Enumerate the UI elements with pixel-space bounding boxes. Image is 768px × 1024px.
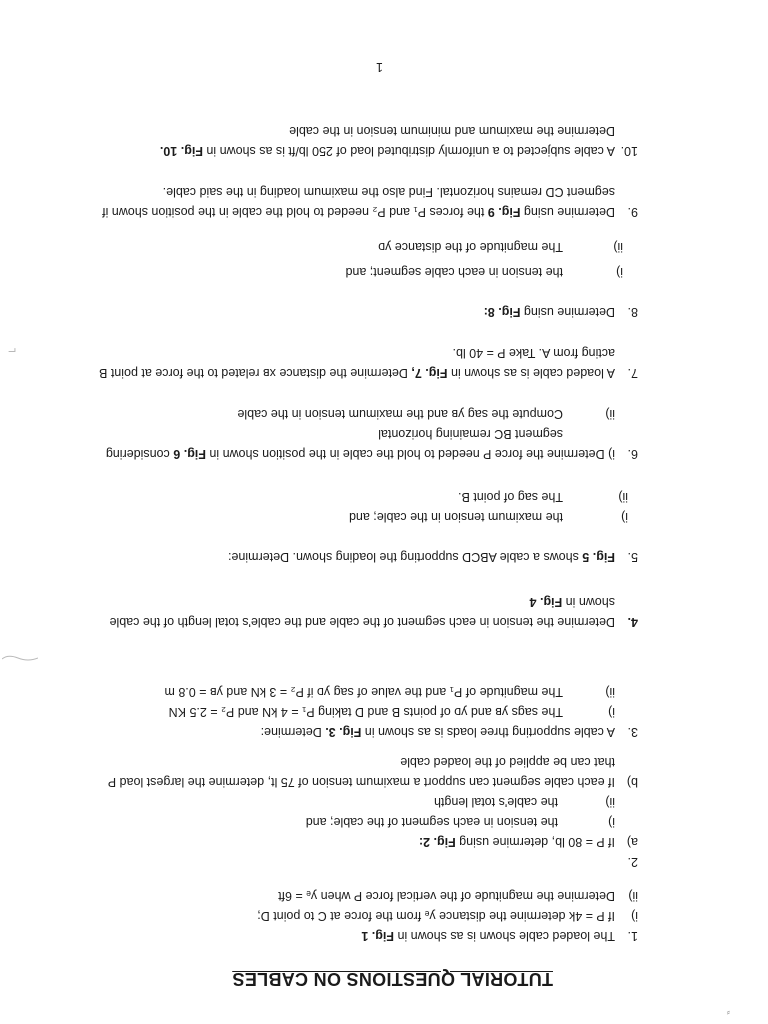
q4-number: 4.	[627, 615, 638, 629]
q7-number: 7.	[627, 366, 638, 380]
q9-line2: segment CD remains horizontal. Find also the maximum loading in the said cable.	[162, 185, 615, 199]
q6-line2: segment BC remaining horizontal	[378, 427, 563, 441]
q6-line1-end: considering	[105, 447, 174, 461]
q3-ii-text: The magnitude of P₁ and the value of sag yᴅ if P₂ = 3 kN and yʙ = 0.8 m	[164, 685, 563, 699]
q10-number: 10.	[620, 144, 638, 158]
q5-i-mark: i)	[621, 510, 628, 524]
q9-fig-ref: Fig. 9	[487, 205, 521, 219]
q2-ii-mark: ii)	[605, 795, 615, 809]
q10-line2: Determine the maximum and minimum tension in the cable	[289, 124, 615, 138]
q5-ii-text: The sag of point B.	[458, 490, 563, 504]
q2-i-mark: i)	[608, 815, 615, 829]
q2-fig-ref: Fig. 2:	[418, 835, 456, 849]
q3-stem	[261, 725, 615, 739]
scan-margin-mark: ⌐	[7, 344, 16, 360]
q2-b-mark: b)	[626, 775, 638, 789]
scan-smudge-mark	[2, 652, 38, 664]
page-number: 1	[376, 60, 383, 74]
q10-line1	[160, 144, 615, 158]
q6-ii-mark: ii)	[605, 407, 615, 421]
q1-i-mark: i)	[631, 909, 638, 923]
q8-i-mark: i)	[616, 265, 623, 279]
q4-line2-text: shown in	[562, 595, 615, 609]
q8-ii-text: The magnitude of the distance yᴅ	[378, 240, 563, 254]
q1-ii-mark: ii)	[628, 889, 638, 903]
q1-stem	[361, 929, 615, 943]
q8-number: 8.	[627, 305, 638, 319]
document-title: TUTORIAL QUESTIONS ON CABLES	[232, 969, 553, 989]
q6-number: 6.	[627, 447, 638, 461]
q1-i-text: If P = 4k determine the distance yₑ from the force at C to point D;	[257, 909, 615, 923]
scan-speck-mark: ⸗	[726, 1007, 730, 1018]
q4-line1: Determine the tension in each segment of the cable and the cable's total length of the cable	[109, 615, 615, 629]
q3-stem-text: A cable supporting three loads is as shown in	[361, 725, 615, 739]
q4-line2	[530, 595, 615, 609]
q10-line1-text: A cable subjected to a uniformly distributed load of 250 lb/ft is as shown in	[202, 144, 615, 158]
q5-i-text: the maximum tension in the cable; and	[348, 510, 563, 524]
q8-fig-ref: Fig. 8:	[483, 305, 521, 319]
q2-a-text	[419, 835, 615, 849]
q8-i-text: the tension in each cable segment; and	[345, 265, 563, 279]
q5-ii-mark: ii)	[618, 490, 628, 504]
q3-number: 3.	[627, 725, 638, 739]
q7-line1-end: Determine the distance xʙ related to the force at point B	[99, 366, 412, 380]
q8-stem	[484, 305, 615, 319]
q9-line1	[102, 205, 615, 219]
q10-fig-ref: Fig. 10.	[159, 144, 203, 158]
q2-b-line1: If each cable segment can support a maximum tension of 75 lt, determine the largest load P	[107, 775, 615, 789]
q6-fig-ref: Fig. 6	[173, 447, 206, 461]
q3-i-mark: i)	[608, 705, 615, 719]
q2-ii-text: the cable's total length	[434, 795, 558, 809]
q9-number: 9.	[627, 205, 638, 219]
q7-fig-ref: Fig. 7,	[411, 366, 448, 380]
q1-ii-text: Determine the magnitude of the vertical force P when yₑ = 6ft	[278, 889, 615, 903]
q2-b-line2: that can be applied of the loaded cable	[400, 755, 615, 769]
q7-line1	[99, 366, 615, 380]
q1-fig-ref: Fig. 1	[361, 929, 395, 943]
q1-stem-text: The loaded cable shown is as shown in	[394, 929, 615, 943]
q2-a-stem: If P = 80 lb, determine using	[455, 835, 615, 849]
q7-line2: acting from A. Take P = 40 lb.	[452, 346, 615, 360]
q6-ii-text: Compute the sag yʙ and the maximum tension in the cable	[237, 407, 563, 421]
q5-stem	[228, 550, 615, 564]
q2-a-mark: a)	[626, 835, 638, 849]
q4-fig-ref: Fig. 4	[529, 595, 563, 609]
q5-fig-ref: Fig. 5	[582, 550, 615, 564]
q5-number: 5.	[627, 550, 638, 564]
q3-i-text: The sags yʙ and yᴅ of points B and D taking P₁ = 4 kN and P₂ = 2.5 KN	[168, 705, 563, 719]
q8-stem-text: Determine using	[520, 305, 615, 319]
q6-line1-text: i) Determine the force P needed to hold the cable in the position shown in	[205, 447, 615, 461]
q1-number: 1.	[627, 929, 638, 943]
q3-fig-ref: Fig. 3.	[325, 725, 362, 739]
q3-ii-mark: ii)	[605, 685, 615, 699]
q9-line1-text: Determine using	[520, 205, 615, 219]
q5-stem-text: shows a cable ABCD supporting the loading shown. Determine:	[227, 550, 583, 564]
q2-i-text: the tension in each segment of the cable; and	[305, 815, 558, 829]
q2-number: 2.	[627, 855, 638, 869]
q7-line1-text: A loaded cable is as shown in	[447, 366, 615, 380]
q6-line1	[106, 447, 615, 461]
q8-ii-mark: ii)	[613, 240, 623, 254]
q3-stem-end: Determine:	[260, 725, 326, 739]
q9-line1-end: the forces P₁ and P₂ needed to hold the cable in the position shown if	[102, 205, 488, 219]
